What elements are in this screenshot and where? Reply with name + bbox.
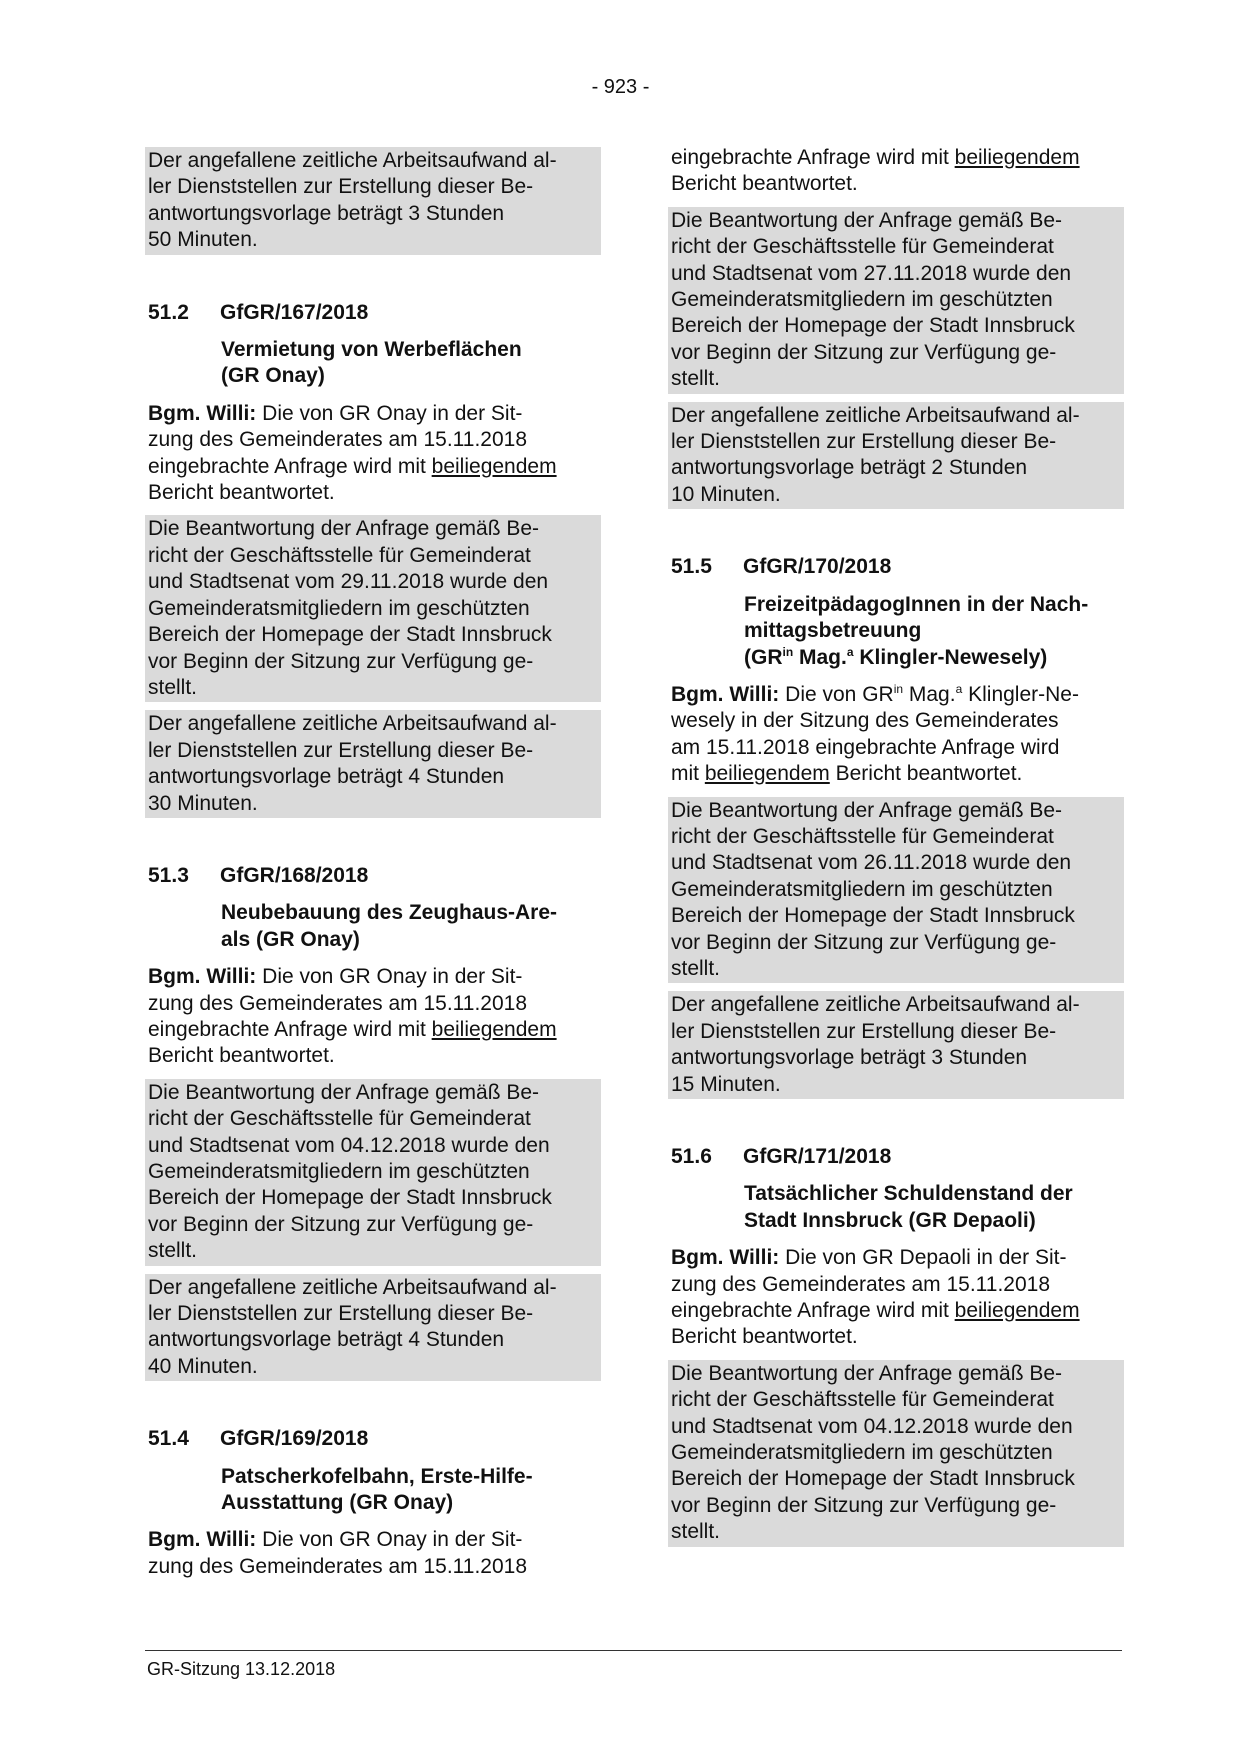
left-column bbox=[145, 147, 601, 1589]
underlined-word: beiliegendem bbox=[704, 762, 830, 786]
underlined-word: beiliegendem bbox=[954, 146, 1080, 169]
mayor-statement: Bgm. Willi: Die von GR Depaoli in der Sit- zung des Gemeinderates am 15.11.2018 eingebrachte Anfrage wird mit beiliegendem Bericht beantwortet. bbox=[671, 1246, 1080, 1349]
footer-text: GR-Sitzung 13.12.2018 bbox=[147, 1659, 336, 1679]
mayor-statement: Bgm. Willi: Die von GR Onay in der Sit- zung des Gemeinderates am 15.11.2018 bbox=[148, 1528, 528, 1578]
page-number: - 923 - bbox=[591, 76, 650, 98]
mayor-statement: Bgm. Willi: Die von $GR^{in}$ Mag.$^a$ Klingler-Ne- wesely in der Sitzung des Gemeinderates am 15.11.2018 eingebrachte Anfrage wird mit beiliegendem Bericht beantwortet. bbox=[671, 681, 1079, 786]
section-title: Neubebauung des Zeughaus-Are- als (GR Onay) bbox=[221, 901, 558, 951]
section-heading-51-3: 51.3 GfGR/168/2018 bbox=[148, 863, 369, 887]
section-heading-51-4: 51.4 GfGR/169/2018 bbox=[148, 1427, 369, 1451]
section-heading-51-2: 51.2 GfGR/167/2018 bbox=[148, 300, 369, 324]
mayor-statement: Bgm. Willi: Die von GR Onay in der Sit- zung des Gemeinderates am 15.11.2018 eingebrachte Anfrage wird mit beiliegendem Bericht beantwortet. bbox=[148, 401, 557, 505]
effort-box: Der angefallene zeitliche Arbeitsaufwand al- ler Dienststellen zur Erstellung dieser Be- antwortungsvorlage beträgt 4 Stunden 30 Minuten. bbox=[145, 710, 601, 818]
answer-box: Die Beantwortung der Anfrage gemäß Be- richt der Geschäftsstelle für Gemeinderat und Stadtsenat vom 29.11.2018 wurde den Gemeinderatsmitgliedern im geschützten Bereich der Homepage der Stadt Innsbruck vor Beginn der Sitzung zur Verfügung ge- stellt. bbox=[145, 515, 601, 702]
underlined-word: beiliegendem bbox=[431, 1017, 557, 1041]
section-heading-51-5: 51.5 GfGR/170/2018 bbox=[671, 555, 892, 579]
section-title: Patscherkofelbahn, Erste-Hilfe- Ausstattung (GR Onay) bbox=[221, 1464, 533, 1515]
section-title: FreizeitpädagogInnen in der Nach- mittagsbetreuung ($GR^{in}$ Mag.$^a$ Klingler-Newesely) bbox=[744, 592, 1089, 669]
answer-box: Die Beantwortung der Anfrage gemäß Be- richt der Geschäftsstelle für Gemeinderat und Stadtsenat vom 04.12.2018 wurde den Gemeinderatsmitgliedern im geschützten Bereich der Homepage der Stadt Innsbruck vor Beginn der Sitzung zur Verfügung ge- stellt. bbox=[668, 1360, 1124, 1547]
answer-box: Die Beantwortung der Anfrage gemäß Be- richt der Geschäftsstelle für Gemeinderat und Stadtsenat vom 26.11.2018 wurde den Gemeinderatsmitgliedern im geschützten Bereich der Homepage der Stadt Innsbruck vor Beginn der Sitzung zur Verfügung ge- stellt. bbox=[668, 797, 1124, 984]
underlined-word: beiliegendem bbox=[954, 1299, 1080, 1323]
effort-box: Der angefallene zeitliche Arbeitsaufwand al- ler Dienststellen zur Erstellung dieser Be- antwortungsvorlage beträgt 2 Stunden 10 Minuten. bbox=[668, 402, 1124, 510]
section-title: Tatsächlicher Schuldenstand der Stadt Innsbruck (GR Depaoli) bbox=[744, 1182, 1073, 1232]
answer-box: Die Beantwortung der Anfrage gemäß Be- richt der Geschäftsstelle für Gemeinderat und Stadtsenat vom 04.12.2018 wurde den Gemeinderatsmitgliedern im geschützten Bereich der Homepage der Stadt Innsbruck vor Beginn der Sitzung zur Verfügung ge- stellt. bbox=[145, 1079, 601, 1266]
answer-box: Die Beantwortung der Anfrage gemäß Be- richt der Geschäftsstelle für Gemeinderat und Stadtsenat vom 27.11.2018 wurde den Gemeinderatsmitgliedern im geschützten Bereich der Homepage der Stadt Innsbruck vor Beginn der Sitzung zur Verfügung ge- stellt. bbox=[668, 207, 1124, 394]
effort-box: Der angefallene zeitliche Arbeitsaufwand al- ler Dienststellen zur Erstellung dieser Be- antwortungsvorlage beträgt 4 Stunden 40 Minuten. bbox=[145, 1274, 601, 1382]
continued-statement: eingebrachte Anfrage wird mit beiliegendem Bericht beantwortet. bbox=[671, 146, 1080, 196]
mayor-statement: Bgm. Willi: Die von GR Onay in der Sit- zung des Gemeinderates am 15.11.2018 eingebrachte Anfrage wird mit beiliegendem Bericht beantwortet. bbox=[148, 965, 557, 1068]
effort-box: Der angefallene zeitliche Arbeitsaufwand al- ler Dienststellen zur Erstellung dieser Be- antwortungsvorlage beträgt 3 Stunden 15 Minuten. bbox=[668, 991, 1124, 1099]
right-column bbox=[668, 147, 1124, 1555]
effort-box: Der angefallene zeitliche Arbeitsaufwand al- ler Dienststellen zur Erstellung dieser Be- antwortungsvorlage beträgt 3 Stunden 50 Minuten. bbox=[145, 147, 601, 255]
footer-rule bbox=[145, 1650, 1122, 1651]
section-heading-51-6: 51.6 GfGR/171/2018 bbox=[671, 1145, 892, 1168]
underlined-word: beiliegendem bbox=[431, 454, 557, 478]
section-title: Vermietung von Werbeflächen (GR Onay) bbox=[221, 338, 522, 388]
